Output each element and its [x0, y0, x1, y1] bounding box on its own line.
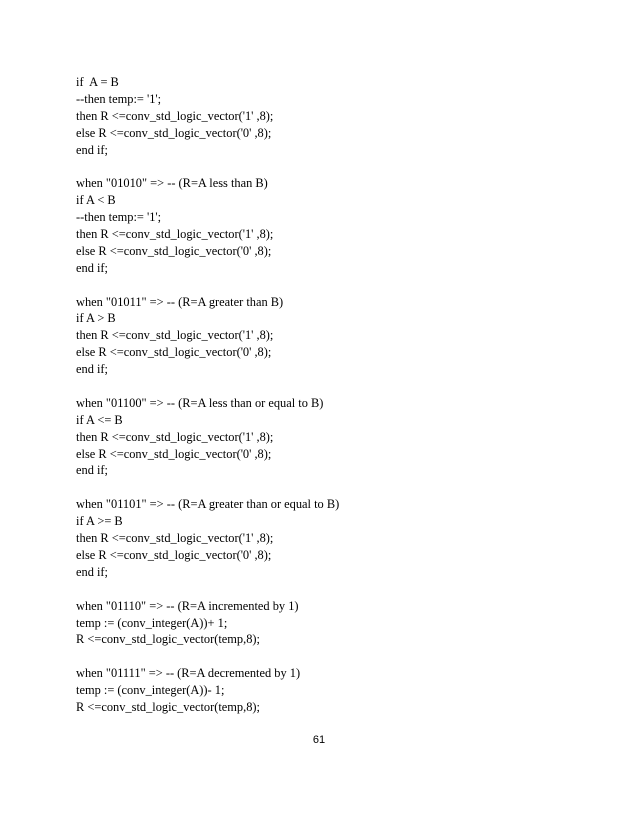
code-line: temp := (conv_integer(A))- 1; [76, 683, 225, 698]
code-line: when "01010" => -- (R=A less than B) [76, 176, 268, 191]
code-line: then R <=conv_std_logic_vector('1' ,8); [76, 429, 274, 444]
blank-line [76, 378, 556, 395]
code-line: when "01101" => -- (R=A greater than or equal to B) [76, 497, 340, 512]
blank-line [76, 158, 556, 175]
code-line: temp := (conv_integer(A))+ 1; [76, 615, 228, 630]
code-line: else R <=conv_std_logic_vector('0' ,8); [76, 547, 272, 562]
code-line: then R <=conv_std_logic_vector('1' ,8); [76, 108, 274, 123]
code-line: else R <=conv_std_logic_vector('0' ,8); [76, 243, 272, 258]
code-line: if A <= B [76, 412, 123, 427]
code-line: R <=conv_std_logic_vector(temp,8); [76, 699, 260, 714]
code-line: end if; [76, 362, 108, 377]
code-line: then R <=conv_std_logic_vector('1' ,8); [76, 328, 274, 343]
code-line: when "01100" => -- (R=A less than or equal to B) [76, 395, 324, 410]
code-line: if A >= B [76, 514, 123, 529]
blank-line [76, 581, 556, 598]
code-line: end if; [76, 564, 108, 579]
blank-line [76, 479, 556, 496]
blank-line [76, 648, 556, 665]
code-line: if A < B [76, 193, 116, 208]
code-line: when "01111" => -- (R=A decremented by 1) [76, 666, 301, 681]
code-line: then R <=conv_std_logic_vector('1' ,8); [76, 227, 274, 242]
code-line: --then temp:= '1'; [76, 91, 162, 106]
code-line: else R <=conv_std_logic_vector('0' ,8); [76, 125, 272, 140]
vhdl-code-block [76, 74, 556, 716]
code-line: if A > B [76, 311, 116, 326]
code-line: --then temp:= '1'; [76, 210, 162, 225]
code-line: R <=conv_std_logic_vector(temp,8); [76, 632, 260, 647]
code-line: end if; [76, 260, 108, 275]
page-number: 61 [312, 734, 326, 746]
code-line: if A = B [76, 75, 119, 89]
code-line: when "01011" => -- (R=A greater than B) [76, 294, 284, 309]
code-line: then R <=conv_std_logic_vector('1' ,8); [76, 531, 274, 546]
code-line: else R <=conv_std_logic_vector('0' ,8); [76, 345, 272, 360]
code-line: end if; [76, 142, 108, 157]
code-line: end if; [76, 463, 108, 478]
code-line: when "01110" => -- (R=A incremented by 1) [76, 598, 299, 613]
code-line: else R <=conv_std_logic_vector('0' ,8); [76, 446, 272, 461]
blank-line [76, 277, 556, 294]
